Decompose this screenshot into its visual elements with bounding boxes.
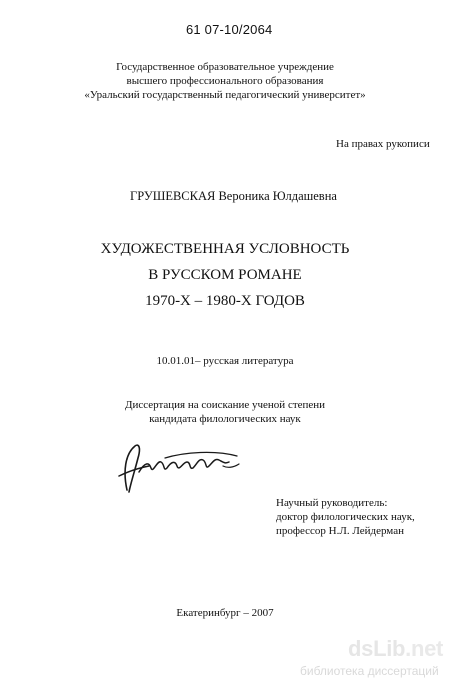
author-name: ГРУШЕВСКАЯ Вероника Юлдашевна <box>130 189 337 203</box>
dissertation-title <box>60 236 390 314</box>
advisor-line-3: профессор Н.Л. Лейдерман <box>276 525 404 537</box>
watermark-subtitle: библиотека диссертаций <box>300 664 439 678</box>
scientific-advisor-block <box>276 496 415 538</box>
institution-block <box>60 60 390 102</box>
institution-line-3: «Уральский государственный педагогический университет» <box>84 89 366 101</box>
watermark-logo <box>348 636 443 662</box>
degree-statement <box>60 398 390 426</box>
institution-line-1: Государственное образовательное учреждение <box>116 61 334 73</box>
watermark-logo-main: dsLib <box>348 636 406 661</box>
handwritten-signature <box>105 432 245 504</box>
specialty-code: 10.01.01– русская литература <box>156 355 294 367</box>
dslib-watermark <box>300 636 448 682</box>
title-line-3: 1970-Х – 1980-Х ГОДОВ <box>145 293 305 309</box>
advisor-line-2: доктор филологических наук, <box>276 511 415 523</box>
archive-stamp-number: 61 07-10/2064 <box>186 22 273 37</box>
city-and-year: Екатеринбург – 2007 <box>176 607 274 619</box>
title-line-2: В РУССКОМ РОМАНЕ <box>148 267 302 283</box>
advisor-line-1: Научный руководитель: <box>276 497 388 509</box>
degree-line-2: кандидата филологических наук <box>149 413 301 425</box>
degree-line-1: Диссертация на соискание ученой степени <box>124 399 326 411</box>
manuscript-rights-note: На правах рукописи <box>336 138 430 150</box>
watermark-logo-tld: .net <box>405 636 444 661</box>
institution-line-2: высшего профессионального образования <box>126 75 324 87</box>
title-line-1: ХУДОЖЕСТВЕННАЯ УСЛОВНОСТЬ <box>100 241 350 257</box>
